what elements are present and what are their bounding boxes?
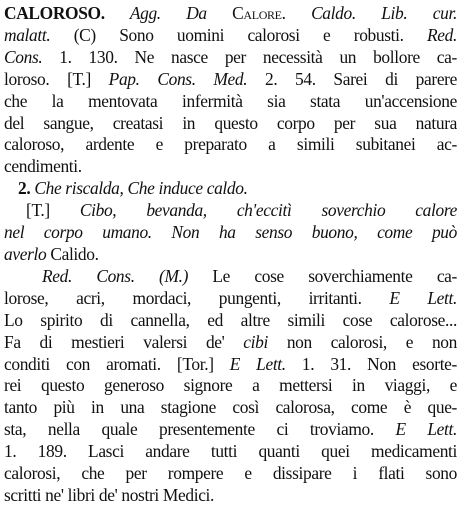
text-line bbox=[4, 3, 457, 25]
text-line bbox=[4, 91, 457, 113]
text-line bbox=[4, 244, 457, 266]
text-run: 1. 31. Non esorte- bbox=[285, 353, 457, 374]
italic-text: Red. Cons. (M.) bbox=[42, 265, 189, 286]
text-run: del sangue, creatasi in questo corpo per sua natura bbox=[4, 112, 457, 133]
text-line bbox=[4, 332, 457, 354]
text-run: rei questo generoso signore a mettersi in viaggi, e bbox=[4, 375, 457, 396]
text-run: sta, nella quale presentemente ci troviamo. bbox=[4, 419, 396, 440]
italic-text: Agg. Da bbox=[104, 3, 233, 23]
italic-text: averlo bbox=[4, 243, 47, 264]
small-caps-text: Calore bbox=[232, 3, 282, 23]
text-run: lorose, acri, mordaci, pungenti, irritanti. bbox=[4, 287, 390, 308]
text-line bbox=[4, 375, 457, 397]
text-line bbox=[4, 485, 457, 507]
italic-text: Caldo. Lib. cur. bbox=[311, 3, 457, 23]
text-run: tanto più in una stagione così calorosa, come è que- bbox=[4, 397, 457, 418]
text-run: [T.] bbox=[26, 200, 80, 221]
italic-text: E Lett. bbox=[395, 419, 457, 440]
text-line bbox=[4, 441, 457, 463]
text-line bbox=[4, 419, 457, 441]
text-line bbox=[4, 69, 457, 91]
text-run: conditi con aromati. [Tor.] bbox=[4, 353, 230, 374]
text-run: 1. 189. Lasci andare tutti quanti quei medicamenti bbox=[4, 441, 457, 462]
text-run: che la mentovata infermità sia stata un'accensione bbox=[4, 90, 457, 111]
text-run: Lo spirito di cannella, ed altre simili cose calorose... bbox=[4, 309, 457, 330]
text-run: loroso. [T.] bbox=[4, 68, 109, 89]
text-line bbox=[4, 113, 457, 135]
italic-text: Cons. bbox=[4, 46, 43, 67]
text-run: scritti ne' libri de' nostri Medici. bbox=[4, 484, 215, 505]
italic-text: Che riscalda, Che induce caldo. bbox=[34, 178, 248, 199]
bold-text: CALOROSO. bbox=[4, 3, 105, 23]
text-line bbox=[4, 156, 457, 178]
text-run: . bbox=[281, 3, 312, 23]
italic-text: E Lett. bbox=[229, 353, 286, 374]
text-line bbox=[4, 47, 457, 69]
italic-text: cibi bbox=[243, 331, 268, 352]
text-run: 2. 54. Sarei di parere bbox=[247, 68, 457, 89]
italic-text: nel corpo umano. Non ha senso buono, come può bbox=[4, 222, 457, 243]
text-line bbox=[4, 134, 457, 156]
text-run: calorosi, che per rompere e dissipare i flati sono bbox=[4, 463, 457, 484]
text-line bbox=[4, 200, 457, 222]
text-line bbox=[4, 25, 457, 47]
text-line bbox=[4, 397, 457, 419]
italic-text: Red. bbox=[427, 24, 457, 45]
text-run: cendimenti. bbox=[4, 156, 82, 177]
text-run: Fa di mestieri valersi de' bbox=[4, 331, 244, 352]
text-line bbox=[4, 288, 457, 310]
text-run: Le cose soverchiamente ca- bbox=[188, 265, 457, 286]
italic-text: Pap. Cons. Med. bbox=[108, 68, 248, 89]
text-run: (C) Sono uomini calorosi e robusti. bbox=[50, 24, 427, 45]
italic-text: malatt. bbox=[4, 24, 51, 45]
text-line bbox=[4, 222, 457, 244]
bold-text: 2. bbox=[18, 178, 35, 199]
text-run: caloroso, ardente e preparato a simili subitanei ac- bbox=[4, 134, 457, 155]
text-run: Calido. bbox=[46, 243, 99, 264]
text-run: 1. 130. Ne nasce per necessità un bollore ca- bbox=[42, 46, 457, 67]
text-line bbox=[4, 266, 457, 288]
text-line bbox=[4, 310, 457, 332]
text-line bbox=[4, 463, 457, 485]
sense-heading bbox=[4, 178, 457, 200]
italic-text: E Lett. bbox=[389, 287, 457, 308]
text-run: non calorosi, e non bbox=[267, 331, 457, 352]
italic-text: Cibo, bevanda, ch'eccitì soverchio calore bbox=[79, 200, 457, 221]
text-line bbox=[4, 354, 457, 376]
